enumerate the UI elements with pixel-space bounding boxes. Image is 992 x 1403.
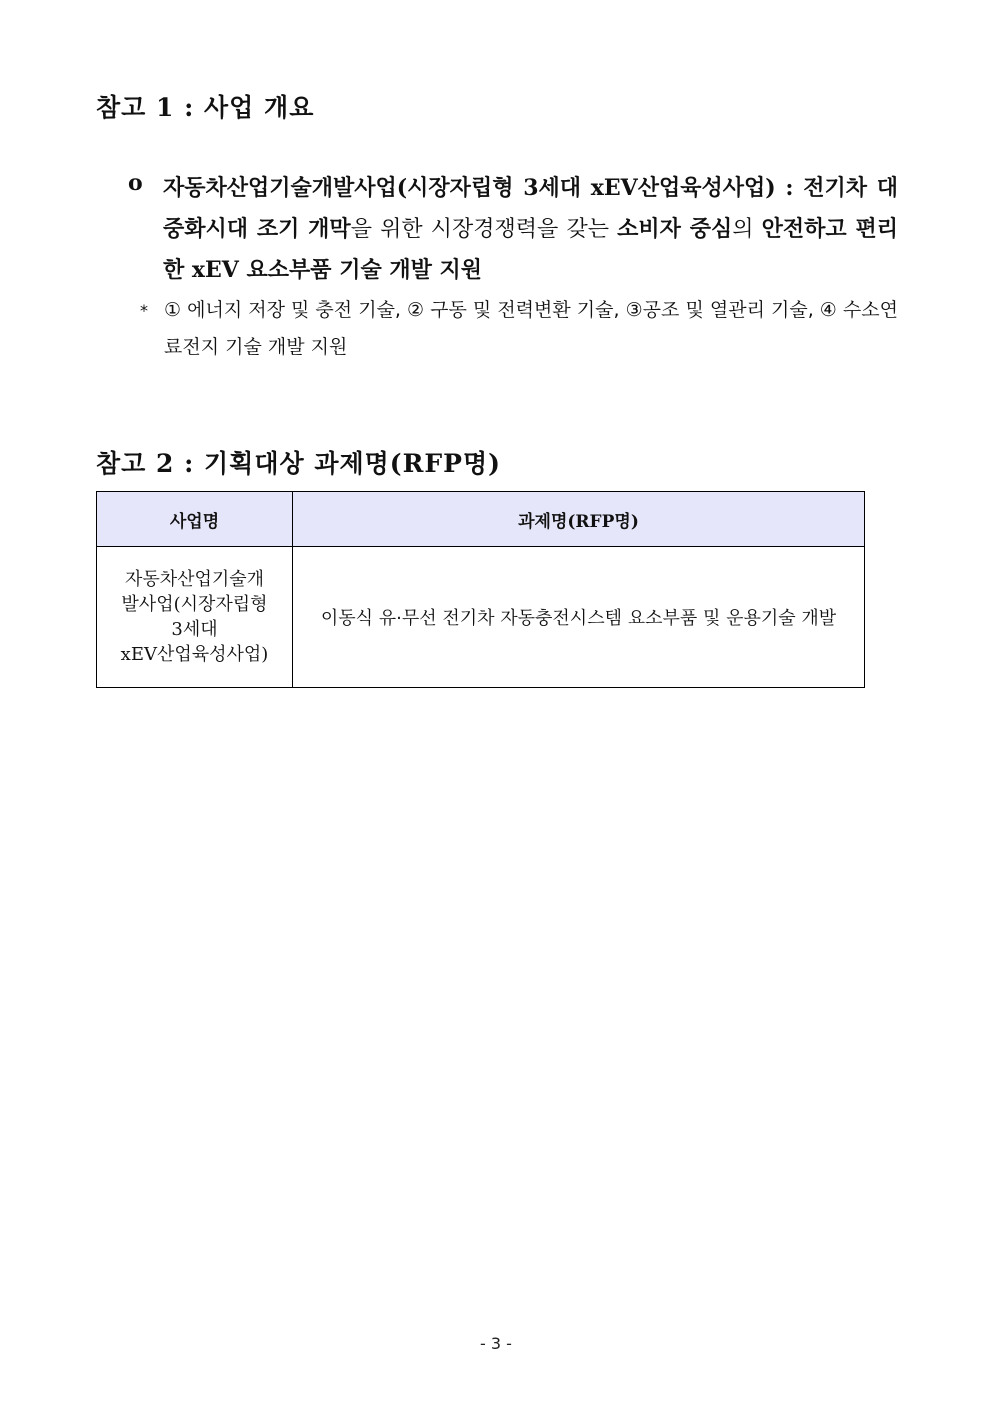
bullet-marker: o <box>128 170 143 196</box>
page-number: - 3 - <box>480 1334 512 1353</box>
bullet-part-consumer: 소비자 중심 <box>617 216 733 242</box>
overview-bullet <box>128 168 898 291</box>
note-marker: * <box>140 301 148 320</box>
table-row <box>97 547 865 688</box>
overview-note-text: ① 에너지 저장 및 충전 기술, ② 구동 및 전력변환 기술, ③공조 및 열관리 기술, ④ 수소연료전지 기술 개발 지원 <box>164 299 898 358</box>
business-name-line: xEV산업육성사업) <box>120 644 269 665</box>
bullet-part-program: 자동차산업기술개발사업(시장자립형 3세대 xEV산업육성사업) : 전기차 대중화시대 조기 개막 <box>163 175 898 242</box>
bullet-part-goal: 안전하고 편리한 xEV 요소부품 기술 개발 지원 <box>163 216 899 283</box>
business-name-line: 3세대 <box>171 619 218 640</box>
bullet-part-purpose: 을 위한 시장경쟁력을 갖는 <box>350 217 618 242</box>
section2-heading: 참고 2 : 기획대상 과제명(RFP명) <box>96 449 501 478</box>
section1-heading: 참고 1 : 사업 개요 <box>96 93 315 122</box>
rfp-table-header-row <box>97 492 865 547</box>
bullet-part-particle: 의 <box>732 217 762 242</box>
business-name-line: 자동차산업기술개 <box>124 569 265 590</box>
overview-bullet-text <box>163 168 898 291</box>
business-name-line: 발사업(시장자립형 <box>121 594 268 615</box>
task-name-cell: 이동식 유·무선 전기차 자동충전시스템 요소부품 및 운용기술 개발 <box>293 547 865 688</box>
overview-note <box>140 292 898 366</box>
business-name-cell <box>97 547 293 688</box>
rfp-table <box>96 491 865 688</box>
header-task-name: 과제명(RFP명) <box>293 492 865 547</box>
header-business-name: 사업명 <box>97 492 293 547</box>
